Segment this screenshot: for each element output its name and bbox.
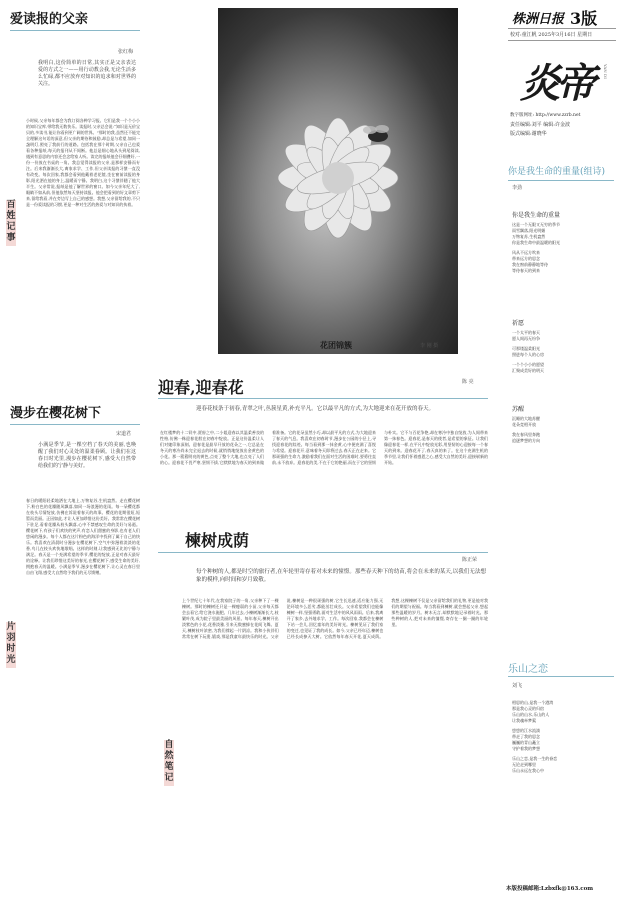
article4-title-rule (158, 552, 488, 553)
poem1-subtitle-3: 苏醒 (512, 406, 525, 413)
poem2-line: 巍巍的青山矗立 (512, 740, 540, 745)
section-name: 炎帝 (520, 60, 592, 107)
poem1-lines-2 (512, 330, 612, 374)
poem1-line: 可那缕温柔阳光 (512, 346, 540, 351)
poem1-line: 愿人间再无纷争 (512, 336, 540, 341)
poem1-line: 等待春天的到来 (512, 268, 540, 273)
footer-email: 本版投稿邮箱:Lzbxfk@163.com (506, 886, 594, 892)
poem1-title-rule (508, 180, 614, 181)
article1-title-rule (10, 30, 140, 31)
poem1-line: 雨雪飘落,阳光明媚 (512, 228, 546, 233)
article3-title: 迎春,迎春花 (158, 378, 244, 397)
poem1-line: 一个太平的春天 (512, 330, 540, 335)
poem2-line: 守护着我的梦想 (512, 746, 540, 751)
article4-body: 上个世纪七十年代,在我家院子的一角,父亲种下了一棵楝树。那时的楝树还只是一棵瘦弱的小苗,父亲每天都会去看它,给它浇水施肥。几年过去,小楝树渐渐长大,枝繁叶茂,成为院子里最美丽的风景。每年春天,楝树开出淡紫色的小花,花香淡雅,引来无数蜜蜂在花间飞舞。夏天,楝树枝叶浓密,为我们撑起一片阴凉。我和小伙伴们常常在树下玩耍,嬉戏,那是我童年最快乐的时光。父亲说,楝树是一种很顽强的树,它生长迅速,适应能力强,无论环境多么恶劣,都能茁壮成长。父亲希望我们也能像楝树一样,坚强勇敢,面对生活中的风风雨雨。后来,我离开了家乡,去外地求学、工作。每次回家,我都会在楝树下站一会儿,回忆童年的美好时光。楝树见证了我们家的变迁,也见证了我的成长。如今,父亲已经年迈,楝树也已经长成参天大树。它依然每年春天开花,夏天成荫。我想,这棵楝树不仅是父亲留给我们的礼物,更是他对我们的期望与祝福。每当我看到楝树,就会想起父亲,想起那些温暖的岁月。树木无言,却默默地记录着时光。那些种树的人,把对未来的憧憬,寄存在一圈一圈的年轮里。 (182, 598, 488, 639)
article1-intro: 我明白,这份简单的日常,其实正是父亲表达爱的方式之一——用行动教会我,无论生活多么忙碌,都不应放弃对知识的追求和对世界的关注。 (38, 60, 136, 87)
poem2-line: 那是我心灵的归宿 (512, 706, 544, 711)
site-line: 数字版网址: http://www.zzrb.net (510, 113, 581, 118)
article3-title-rule (158, 398, 488, 399)
article4-title: 楝树成荫 (185, 531, 250, 550)
photo-credit: 李 刚 摄 (420, 343, 439, 349)
flower-photo (218, 8, 458, 354)
poem1-line: 你是我生命中最温暖的阳光 (512, 240, 560, 245)
poem1-line: 我在窗前静静地等待 (512, 262, 548, 267)
article2-intro: 小满是季节,是一棵空档了春天的美丽,也唤醒了我们对心灵处的温柔眷顾。让我们在这春日时光里,漫步在樱花树下,感受大自然带给我们的宁静与美好。 (38, 442, 136, 469)
poem2-line: 无论走到哪里 (512, 762, 536, 767)
masthead-rule-2 (508, 40, 616, 41)
poem1-line: 汇聚成美好的明天 (512, 368, 544, 373)
page-number: 3版 (570, 9, 598, 28)
poem2-line: 相思的山,是我一个港湾 (512, 700, 554, 705)
poem2-title-rule (508, 676, 614, 677)
poem1-line: 我在春风里奔跑 (512, 432, 540, 437)
article4-intro: 每个种树的人,都是时空的旅行者,在年轮里寄存着对未来的憧憬。那些春天种下的幼苗,将会在未来的某天,以我们无法想象的模样,向时间和岁月致敬。 (196, 569, 486, 583)
article2-title-rule (10, 424, 140, 425)
article1-title: 爱读报的父亲 (10, 12, 89, 27)
editor-line: 校对:童江帆 2025年3月16日 星期日 (510, 32, 593, 38)
poem1-title: 你是我生命的重量(组诗) (508, 167, 606, 177)
poem1-line: 花朵竞相开放 (512, 422, 536, 427)
poem1-subtitle-2: 祈愿 (512, 320, 525, 327)
masthead (508, 6, 616, 152)
article4-column-tag: 自然笔记 (164, 740, 174, 786)
article2-column-tag: 片羽时光 (6, 622, 16, 668)
poem2-line: 让我魂牵梦萦 (512, 718, 536, 723)
article2-title: 漫步在樱花树下 (10, 406, 102, 421)
poem1-line: 追逐梦想的方向 (512, 438, 540, 443)
editors-1: 责任编辑:刘平 编辑:许金波 (510, 122, 570, 128)
article3-author: 陈 亮 (462, 379, 474, 385)
poem1-line: 这是一个无限又无穷的季节 (512, 222, 560, 227)
article1-column-tag: 百姓记事 (6, 200, 16, 246)
poem2-title: 乐山之恋 (508, 664, 548, 675)
article3-body: 在红楼梦的十二钗中,贾府之中,二小姐迎春以其温柔善良的性格,仿佛一株迎春花般在初春中绽放。正是这份温柔让人们对她印象深刻。迎春花是最早开放的花朵之一,它总是在冬天的寒冷尚未完全退去的时候,就悄悄地绽放出金黄色的小花。那一簇簇明亮的黄色,点亮了整个大地,也点亮了人们的心。迎春花不畏严寒,坚韧不拔,它默默地为春天的到来做着准备。它的花朵虽然小巧,却以最平凡的方式,为大地迎来了春天的气息。我喜欢在初春时节,漫步在公园的小径上,寻找迎春花的踪迹。每当看到那一抹金黄,心中便充满了喜悦与希望。迎春花开,意味着冬天即将过去,春天正在走来。它那顽强的生命力,激励着我们在面对生活的困难时,要勇往直前,永不放弃。迎春花的美,不在于它的艳丽,而在于它的坚韧与朴实。它不与百花争艳,却在寒冷中独自绽放,为人间带来第一抹春色。迎春花,是春天的使者,是希望的象征。让我们像迎春花一样,在平凡中绽放光彩,用坚韧的心迎接每一个春天的到来。迎春花开了,春天真的来了。在这个充满生机的季节里,让我们怀着感恩之心,感受大自然的美好,迎接崭新的开始。 (160, 430, 488, 465)
editors-2: 版式编辑:谢晓华 (510, 131, 547, 137)
poem2-line: 乐山永远在我心中 (512, 768, 544, 773)
poem1-line: 一个个小小的愿望 (512, 362, 544, 367)
paper-name: 株洲日报 (512, 12, 565, 27)
poem2-line: 带走了我的思念 (512, 734, 540, 739)
poem2-author: 刘飞 (512, 683, 523, 689)
article1-author: 张红梅 (118, 49, 134, 55)
poem2-line: 乐山之恋,是我一生的眷恋 (512, 756, 558, 761)
poem1-subtitle: 你是我生命的重量 (512, 212, 561, 219)
poem1-lines (512, 222, 612, 274)
section-pinyin: YAN DI (603, 64, 608, 79)
article1-body: 小时候,父亲每年都会为我订阅各种学习报。它们是我一个个小小的知识宝库,带给我无数快乐。读报时,父亲总会说:“知识是无价宝贝的,多读书,能让你看到更广阔的世界。”那时的我,虽然还不能完全理解这句话的深意,但父亲的期待和鼓励,却总是与希望,如同一盏明灯,照亮了我前行的道路。包括我在那个时期,父亲自己也爱看各种报纸,每天的报刊从不间断。他总是细心地从头到尾阅读,遇到有意思的内容还会念给家人听。读完的报纸他会仔细叠好,一份一份放在书桌的一角。我总觉得读报的父亲,是那样安静而专注。后来我渐渐长大,离家求学、工作,但父亲读报的习惯一直没有改变。每次回家,我都会看到他戴着老花镜,坐在窗前读报的身影,阳光洒在他的身上,温暖而宁静。我明白,这个习惯伴随了他大半生。父亲常说,报纸是他了解世界的窗口。如今父亲年纪大了,眼睛不如从前,但他依然每天坚持读报。他会把看到的好文章剪下来,留给我看,并在旁边写上自己的感想。我想,父亲留给我的,不只是一份爱读报的习惯,更是一种对生活的热爱与对知识的执着。 (26, 118, 140, 207)
poem1-line: 风从不远方吹来 (512, 250, 540, 255)
poem1-line: 带来远方的思念 (512, 256, 540, 261)
poem2-lines (512, 700, 612, 774)
article3-intro: 迎春花枝条于初春,青翠之叶,丛簇星黄,补充平凡。它以最平凡的方式,为大地迎来在花开放的春天。 (196, 406, 434, 412)
poem1-line: 照进每个人的心房 (512, 352, 544, 357)
poem2-line: 悠悠的江水流淌 (512, 728, 540, 733)
article4-author: 陈正荣 (462, 557, 478, 563)
chrysanthemum-illustration (218, 8, 458, 354)
article2-body: 春日的暖阳轻柔地洒在大地上,万物复苏,生机盎然。走在樱花树下,粉白色的花瓣随风飘落,如同一场浪漫的花雨。每一朵樱花都在枝头尽情绽放,仿佛在诉说着春天的故事。樱花的花期很短,短暂而美丽。正因如此,才让人更加珍惜这份美好。我常常在樱花树下驻足,看着花瓣从枝头飘落,心中不禁感叹生命的美好与易逝。樱花树下,有孩子们欢快的笑声,有恋人们甜蜜的身影,也有老人们悠闲的漫步。每个人都在这片粉色的海洋中找到了属于自己的快乐。我喜欢在清晨时分漫步在樱花树下,空气中弥漫着淡淡的花香,鸟儿在枝头欢快地歌唱。这样的时刻,让我感到无比的宁静与满足。春天是一个充满希望的季节,樱花的绽放,正是对春天最好的诠释。让我们珍惜这美好的春光,在樱花树下,感受生命的美好,拥抱春天的温暖。小满是季节,漫步在樱花树下,让心灵在春日里自由飞翔,感受大自然给予我们的无尽馈赠。 (26, 498, 140, 575)
article2-author: 宋道君 (116, 431, 132, 437)
poem1-lines-3 (512, 416, 612, 444)
masthead-rule (508, 28, 616, 29)
poem1-line: 沉睡的大地苏醒 (512, 416, 540, 421)
poem1-line: 万物复苏,生机盎然 (512, 234, 546, 239)
poem1-author: 李劲 (512, 185, 523, 191)
photo-caption: 花团锦簇 (320, 340, 352, 350)
poem2-line: 乐山的山水,乐山的人 (512, 712, 550, 717)
